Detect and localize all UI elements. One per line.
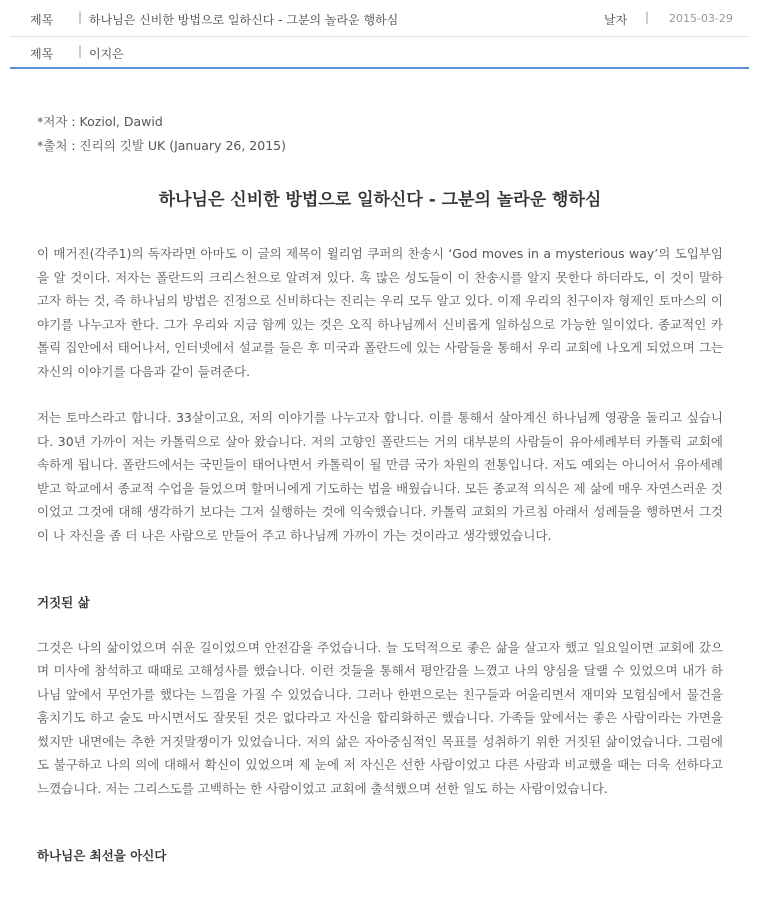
post-meta-table [10, 0, 749, 69]
title-label: 제목 [30, 13, 54, 27]
intro-paragraph: 이 매거진(각주1)의 독자라면 아마도 이 글의 제목이 윌리엄 쿠퍼의 찬송시 ‘God moves in a mysterious way’의 도입부임을 알 것이다. 저자는 폴란드의 크리스천으로 알려져 있다. 혹 많은 성도들이 이 찬송시를 알지 못한다 하더라도, 이 것이 말하고자 하는 것, 즉 하나님의 방법은 진정으로 신비하다는 진리는 우리 모두 알고 있다. 이제 우리의 친구이자 형제인 토마스의 이야기를 나누고자 한다. 그가 우리와 지금 함께 있는 것은 오직 하나님께서 신비롭게 일하심으로 가능한 일이었다. 종교적인 카톨릭 집안에서 태어나서, 인터넷에서 설교를 들은 후 미국과 폴란드에 있는 사람들을 통해서 우리 교회에 나오게 되었으며 그는 자신의 이야기를 다음과 같이 들려준다. [37, 246, 723, 379]
article-content [37, 110, 723, 868]
section-heading-false-life: 거짓된 삶 [37, 595, 90, 610]
post-date: 2015-03-29 [669, 12, 733, 25]
title-row [10, 0, 749, 37]
post-author: 이지은 [89, 47, 124, 61]
author-row [10, 37, 749, 67]
story-paragraph: 저는 토마스라고 합니다. 33살이고요, 저의 이야기를 나누고자 합니다. 이를 통해서 살아계신 하나님께 영광을 돌리고 싶습니다. 30년 가까이 저는 카톨릭으로 살아 왔습니다. 저의 고향인 폴란드는 거의 대부분의 사람들이 유아세례부터 카톨릭 교회에 속하게 됩니다. 폴란드에서는 국민들이 태어나면서 카톨릭이 될 만큼 국가 차원의 전통입니다. 저도 예외는 아니어서 유아세례 받고 학교에서 종교적 수업을 들었으며 할머니에게 기도하는 법을 배웠습니다. 모든 종교적 의식은 제 삶에 매우 자연스러운 것이었고 그것에 대해 생각하기 보다는 그저 실행하는 것에 익숙했습니다. 카톨릭 교회의 가르침 아래서 성례들을 행하면서 그것이 나 자신을 좀 더 나은 사람으로 만들어 주고 하나님께 가까이 가는 것이라고 생각했었습니다. [37, 410, 723, 543]
post-title: 하나님은 신비한 방법으로 일하신다 - 그분의 놀라운 행하심 [89, 13, 399, 27]
title-separator: | [78, 10, 83, 24]
article-title: 하나님은 신비한 방법으로 일하신다 - 그분의 놀라운 행하심 [158, 190, 602, 210]
author-label: 제목 [30, 47, 54, 61]
source-author: *저자 : Koziol, Dawid [37, 114, 163, 129]
section-heading-god-knows-best: 하나님은 최선을 아신다 [37, 848, 167, 863]
false-life-paragraph: 그것은 나의 삶이었으며 쉬운 길이었으며 안전감을 주었습니다. 늘 도덕적으로 좋은 삶을 살고자 했고 일요일이면 교회에 갔으며 미사에 참석하고 때때로 고해성사를 했습니다. 이런 것들을 통해서 평안감을 느꼈고 나의 양심을 달랠 수 있었으며 내가 하나님 앞에서 무언가를 했다는 느낌을 가질 수 있었습니다. 그러나 한편으로는 친구들과 어울리면서 재미와 모험심에서 물건을 훔치기도 하고 술도 마시면서도 잘못된 것은 없다라고 자신을 합리화하곤 했습니다. 가족들 앞에서는 좋은 사람이라는 가면을 썼지만 내면에는 추한 거짓말쟁이가 있었습니다. 저의 삶은 자아중심적인 목표를 성취하기 위한 거짓된 삶이었습니다. 그럼에도 불구하고 나의 의에 대해서 확신이 있었으며 제 눈에 저 자신은 선한 사람이었고 다른 사람과 비교했을 때는 더욱 선하다고 느꼈습니다. 저는 그리스도를 고백하는 한 사람이었고 교회에 출석했으며 선한 일도 하는 사람이었습니다. [37, 639, 723, 796]
author-separator: | [78, 44, 83, 58]
source-origin: *출처 : 진리의 깃발 UK (January 26, 2015) [37, 137, 286, 153]
date-separator: | [645, 10, 650, 24]
date-label: 날자 [604, 13, 628, 27]
